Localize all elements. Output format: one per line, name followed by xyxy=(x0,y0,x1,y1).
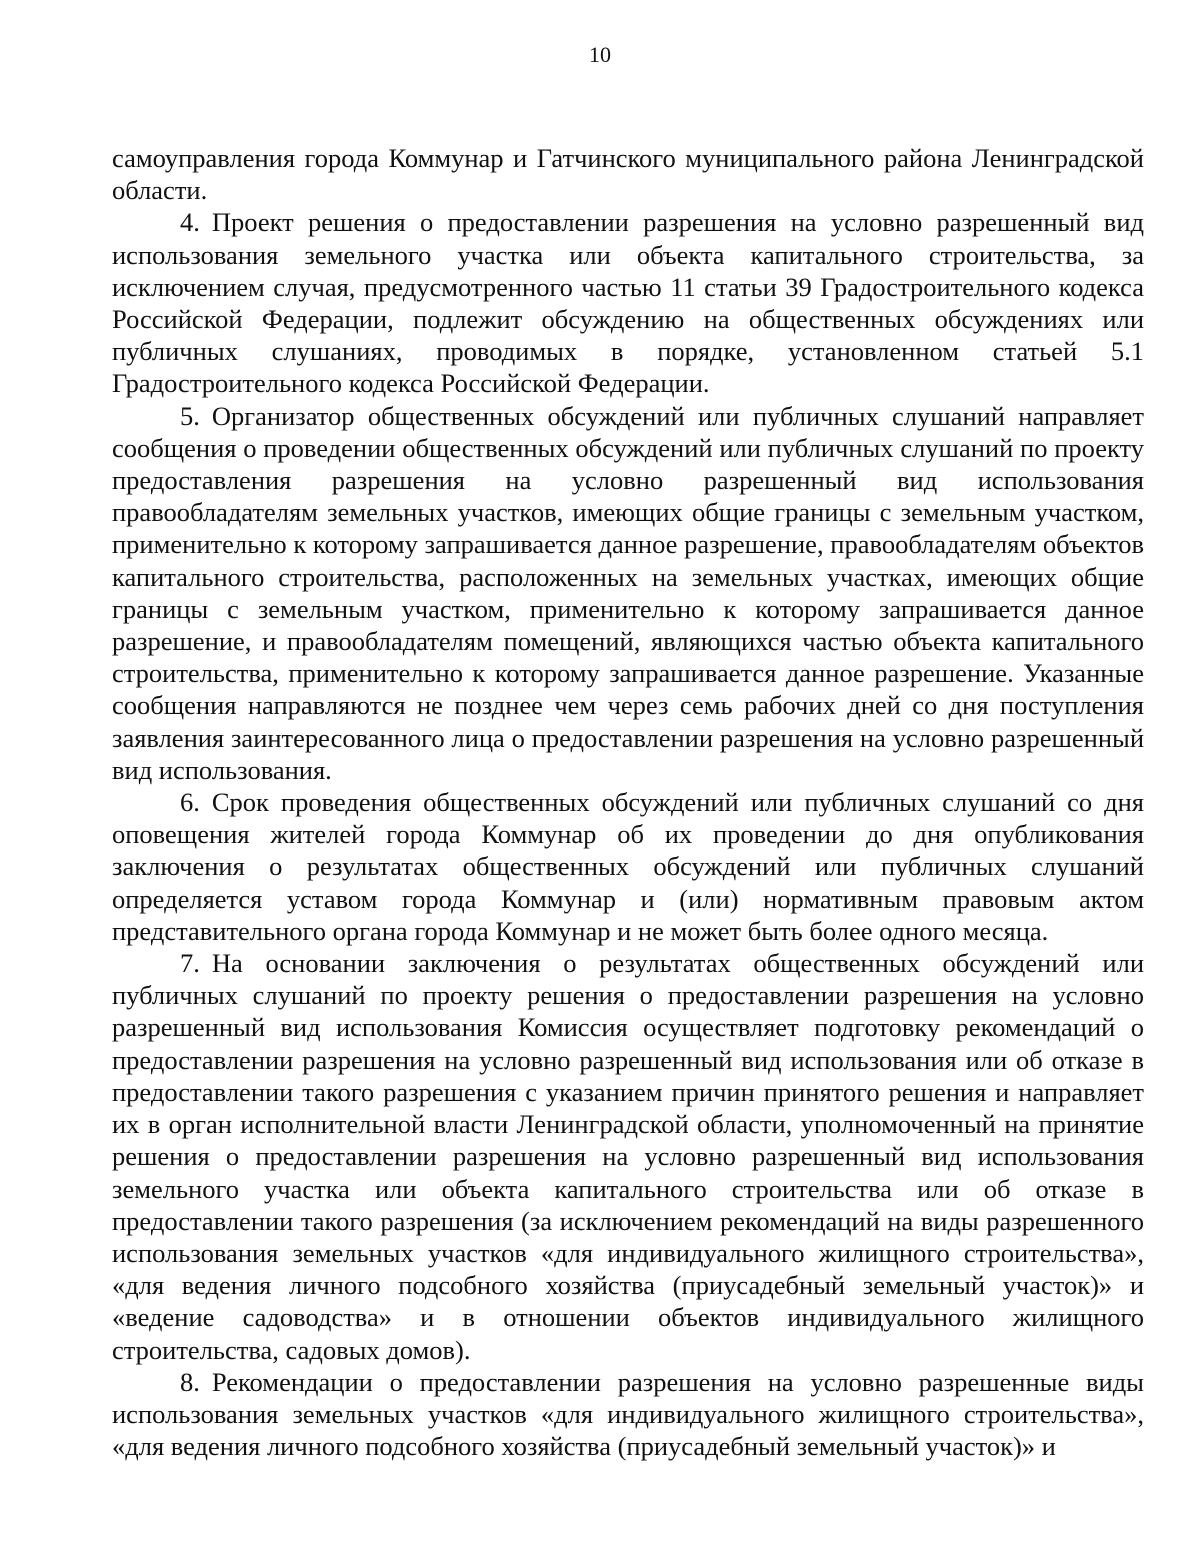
paragraph-number: 6. xyxy=(180,787,200,818)
paragraph-4 xyxy=(112,206,1144,399)
paragraph-text: На основании заключения о результатах общественных обсуждений или публичных слушаний по проекту решения о предоставлении разрешения на условно разрешенный вид использования Комиссия осуществляет подготовку рекомендаций о предоставлении разрешения на условно разрешенный вид использования или об отказе в предоставлении такого разрешения с указанием причин принятого решения и направляет их в орган исполнительной власти Ленинградской области, уполномоченный на принятие решения о предоставлении разрешения на условно разрешенный вид использования земельного участка или объекта капитального строительства или об отказе в предоставлении такого разрешения (за исключением рекомендаций на виды разрешенного использования земельных участков «для индивидуального жилищного строительства», «для ведения личного подсобного хозяйства (приусадебный земельный участок)» и «ведение садоводства» и в отношении объектов индивидуального жилищного строительства, садовых домов). xyxy=(112,948,1144,1365)
paragraph-text: Рекомендации о предоставлении разрешения на условно разрешенные виды использования земельных участков «для индивидуального жилищного строительства», «для ведения личного подсобного хозяйства (приусадебный земельный участок)» и xyxy=(112,1366,1144,1462)
paragraph-text: Организатор общественных обсуждений или публичных слушаний направляет сообщения о проведении общественных обсуждений или публичных слушаний по проекту предоставления разрешения на условно разрешенный вид использования правообладателям земельных участков, имеющих общие границы с земельным участком, применительно к которому запрашивается данное разрешение, правообладателям объектов капитального строительства, расположенных на земельных участках, имеющих общие границы с земельным участком, применительно к которому запрашивается данное разрешение, и правообладателям помещений, являющихся частью объекта капитального строительства, применительно к которому запрашивается данное разрешение. Указанные сообщения направляются не позднее чем через семь рабочих дней со дня поступления заявления заинтересованного лица о предоставлении разрешения на условно разрешенный вид использования. xyxy=(112,400,1144,785)
paragraph-8 xyxy=(112,1366,1144,1463)
paragraph-number: 5. xyxy=(180,400,200,431)
paragraph-6 xyxy=(112,786,1144,947)
paragraph-text: Проект решения о предоставлении разрешения на условно разрешенный вид использования земельного участка или объекта капитального строительства, за исключением случая, предусмотренного частью 11 статьи 39 Градостроительного кодекса Российской Федерации, подлежит обсуждению на общественных обсуждениях или публичных слушаниях, проводимых в порядке, установленном статьей 5.1 Градостроительного кодекса Российской Федерации. xyxy=(112,207,1144,399)
page-number: 10 xyxy=(589,42,611,67)
paragraph-number: 7. xyxy=(180,948,200,979)
paragraph-number: 8. xyxy=(180,1366,200,1397)
paragraph-number: 4. xyxy=(180,207,200,238)
paragraph-continuation xyxy=(112,142,1144,206)
document-body xyxy=(112,142,1144,1462)
paragraph-text: Срок проведения общественных обсуждений или публичных слушаний со дня оповещения жителей города Коммунар об их проведении до дня опубликования заключения о результатах общественных обсуждений или публичных слушаний определяется уставом города Коммунар и (или) нормативным правовым актом представительного органа города Коммунар и не может быть более одного месяца. xyxy=(112,787,1144,946)
paragraph-5 xyxy=(112,400,1144,786)
paragraph-text: самоуправления города Коммунар и Гатчинского муниципального района Ленинградской области. xyxy=(112,143,1144,206)
paragraph-7 xyxy=(112,947,1144,1366)
